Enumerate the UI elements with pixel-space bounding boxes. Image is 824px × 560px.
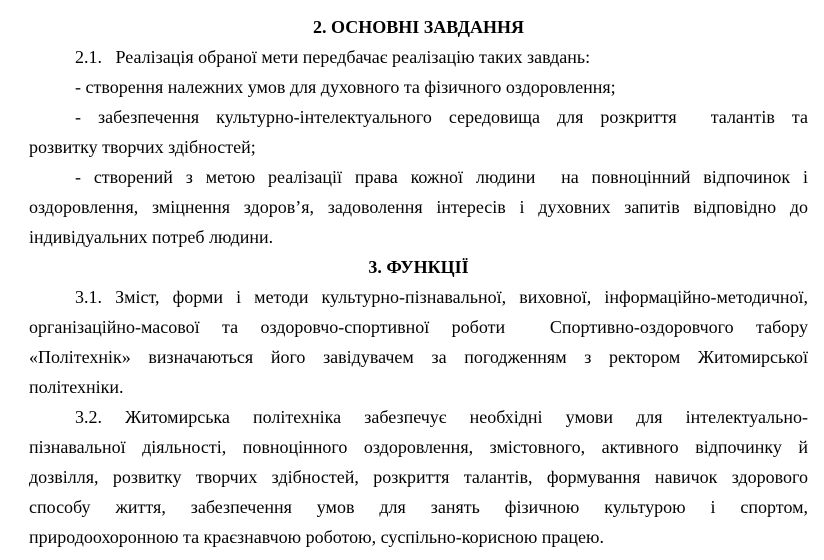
text-line: організаційно-масової та оздоровчо-спортивної роботи Спортивно-оздоровчого табору: [29, 317, 808, 337]
text-line: - забезпечення культурно-інтелектуального середовища для розкриття талантів та: [75, 107, 808, 127]
text-line: дозвілля, розвитку творчих здібностей, розкриття талантів, формування навичок здорового: [29, 467, 808, 487]
text-line: пізнавальної діяльності, повноцінного оздоровлення, змістовного, активного відпочинку й: [29, 437, 808, 457]
text-line: - створений з метою реалізації права кожної людини на повноцінний відпочинок і: [75, 167, 808, 187]
text-line: індивідуальних потреб людини.: [29, 227, 274, 247]
section-heading: 2. ОСНОВНІ ЗАВДАННЯ: [313, 17, 524, 37]
text-line: - створення належних умов для духовного та фізичного оздоровлення;: [75, 77, 616, 97]
text-line: способу життя, забезпечення умов для занять фізичною культурою і спортом,: [29, 497, 808, 517]
section-heading: 3. ФУНКЦІЇ: [368, 257, 469, 277]
text-line: 3.2. Житомирська політехніка забезпечує необхідні умови для інтелектуально-: [75, 407, 808, 427]
text-line: розвитку творчих здібностей;: [29, 137, 256, 157]
text-line: «Політехнік» визначаються його завідувачем за погодженням з ректором Житомирської: [29, 347, 808, 367]
text-line: 2.1. Реалізація обраної мети передбачає реалізацію таких завдань:: [75, 47, 591, 67]
text-line: 3.1. Зміст, форми і методи культурно-пізнавальної, виховної, інформаційно-методичної,: [75, 287, 808, 307]
text-line: оздоровлення, зміцнення здоров’я, задоволення інтересів і духовних запитів відповідно до: [29, 197, 808, 217]
text-line: політехніки.: [29, 377, 124, 397]
text-line: природоохоронною та краєзнавчою роботою, суспільно-корисною працею.: [29, 527, 604, 547]
